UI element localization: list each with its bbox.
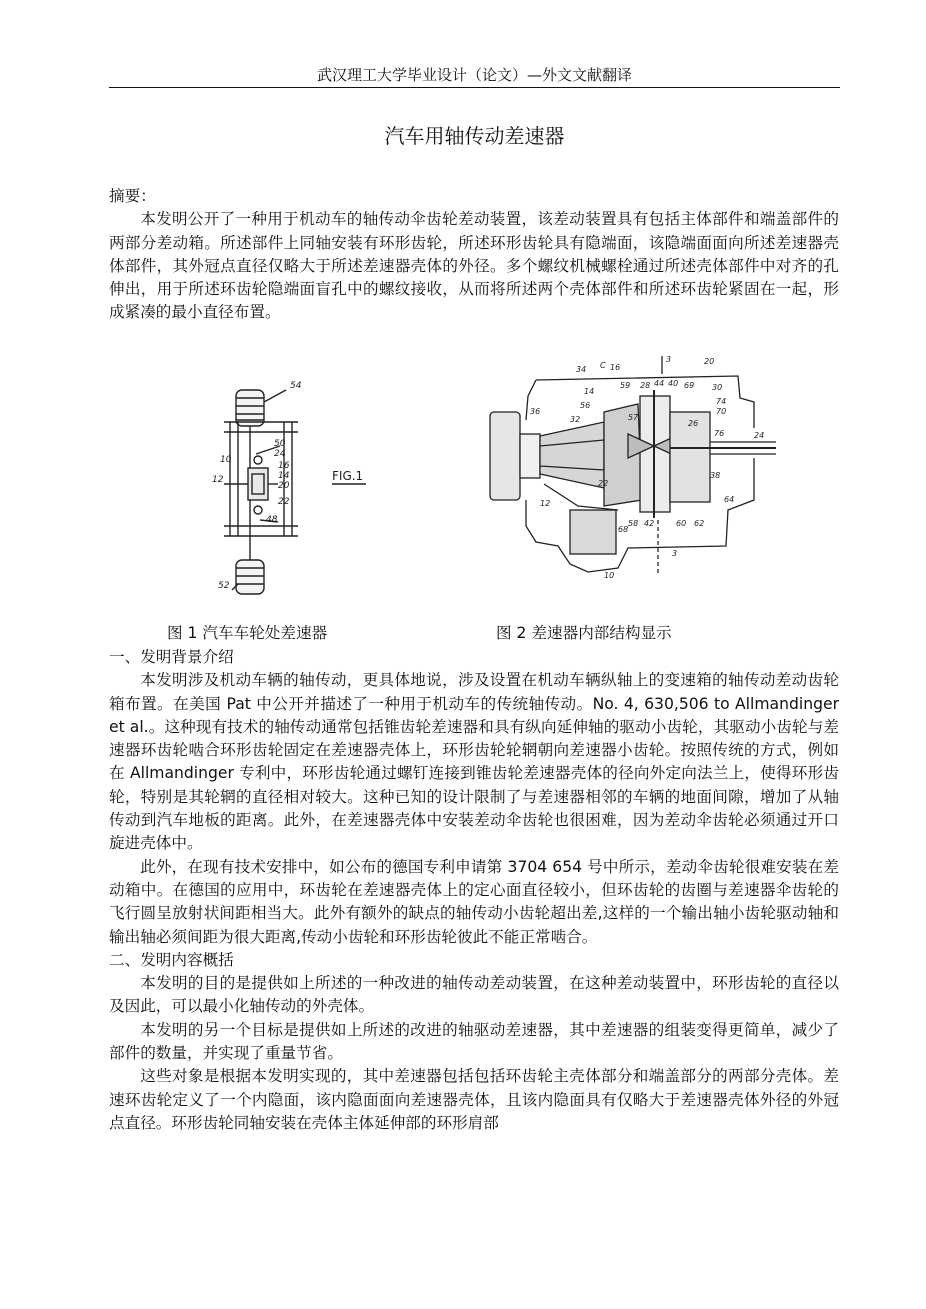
abstract-label: 摘要： [109, 187, 156, 205]
figure-1-vehicle-drawing [198, 372, 388, 598]
fig2-num: 26 [688, 419, 699, 428]
fig2-num: 3 [672, 549, 678, 558]
fig1-num: 24 [274, 449, 286, 459]
fig1-num: 12 [212, 475, 224, 485]
fig2-num: 40 [668, 379, 679, 388]
fig2-num: 74 [716, 397, 727, 406]
fig2-num: 42 [644, 519, 655, 528]
fig2-num: 10 [604, 571, 615, 580]
fig2-num: 57 [628, 413, 639, 422]
fig2-num: 16 [610, 363, 621, 372]
fig1-num: 54 [290, 381, 302, 391]
fig2-num: 44 [654, 379, 665, 388]
fig2-num: 20 [704, 357, 715, 366]
fig2-num: 62 [694, 519, 705, 528]
fig1-num: 14 [278, 471, 290, 481]
fig1-num: 52 [218, 581, 230, 591]
fig2-num: 76 [714, 429, 725, 438]
fig2-num: 32 [570, 415, 581, 424]
figure-1-caption: 图 1 汽车车轮处差速器 [167, 624, 328, 642]
fig2-num: 22 [598, 479, 609, 488]
fig2-num: 3 [666, 355, 672, 364]
fig1-num: 16 [278, 461, 290, 471]
fig2-num: C [600, 361, 606, 370]
fig2-num: 38 [710, 471, 721, 480]
fig2-num: 59 [620, 381, 631, 390]
header-rule [109, 87, 840, 88]
fig1-num: 48 [266, 515, 278, 525]
document-title: 汽车用轴传动差速器 [384, 124, 565, 148]
main-body [109, 646, 839, 1135]
paragraph: 本发明的目的是提供如上所述的一种改进的轴传动差动装置，在这种差动装置中，环形齿轮的直径以及因此，可以最小化轴传动的外壳体。 [109, 974, 839, 1016]
paragraph: 本发明涉及机动车辆的轴传动，更具体地说，涉及设置在机动车辆纵轴上的变速箱的轴传动差动齿轮箱布置。在美国 Pat 中公开并描述了一种用于机动车的传统轴传动。No. 4, 630,506 to Allmandinger et al.。这种现有技术的轴传动通常包括锥齿轮差速器和具有纵向延伸轴的驱动小齿轮，其驱动小齿轮与差速器环齿轮啮合环形齿轮固定在差速器壳体上，环形齿轮轮辋朝向差速器小齿轮。按照传统的方式，例如在 Allmandinger 专利中，环形齿轮通过螺钉连接到锥齿轮差速器壳体的径向外定向法兰上，使得环形齿轮，特别是其轮辋的直径相对较大。这种已知的设计限制了与差速器相邻的车辆的地面间隙，增加了从轴传动到汽车地板的距离。此外，在差速器壳体中安装差动伞齿轮也很困难，因为差动伞齿轮必须通过开口旋进壳体中。 [109, 671, 839, 853]
running-header: 武汉理工大学毕业设计（论文）—外文文献翻译 [316, 66, 632, 84]
fig1-num: 20 [278, 481, 290, 491]
fig1-num: 22 [278, 497, 290, 507]
fig2-num: 69 [684, 381, 695, 390]
fig2-num: 36 [530, 407, 541, 416]
figure-2-differential-section [478, 350, 776, 582]
paragraph: 这些对象是根据本发明实现的，其中差速器包括包括环齿轮主壳体部分和端盖部分的两部分壳体。差速环齿轮定义了一个内隐面，该内隐面面向差速器壳体，且该内隐面具有仅略大于差速器壳体外径的外冠点直径。环形齿轮同轴安装在壳体主体延伸部的环形肩部 [109, 1067, 839, 1132]
abstract-text: 本发明公开了一种用于机动车的轴传动伞齿轮差动装置，该差动装置具有包括主体部件和端盖部件的两部分差动箱。所述部件上同轴安装有环形齿轮，所述环形齿轮具有隐端面，该隐端面面向所述差速器壳体部件，其外冠点直径仅略大于所述差速器壳体的外径。多个螺纹机械螺栓通过所述壳体部件中对齐的孔伸出，用于所述环齿轮隐端面盲孔中的螺纹接收，从而将所述两个壳体部件和所述环齿轮紧固在一起，形成紧凑的最小直径布置。 [109, 210, 839, 322]
fig2-num: 70 [716, 407, 727, 416]
paragraph: 本发明的另一个目标是提供如上所述的改进的轴驱动差速器，其中差速器的组装变得更简单，减少了部件的数量，并实现了重量节省。 [109, 1020, 839, 1063]
fig1-num: 50 [274, 439, 286, 449]
fig2-num: 14 [584, 387, 595, 396]
fig2-num: 64 [724, 495, 735, 504]
fig2-num: 68 [618, 525, 629, 534]
fig2-num: 12 [540, 499, 551, 508]
fig2-num: 56 [580, 401, 591, 410]
fig1-num: 10 [220, 455, 232, 465]
fig2-num: 30 [712, 383, 723, 392]
figure-2-caption: 图 2 差速器内部结构显示 [496, 624, 672, 642]
fig2-num: 60 [676, 519, 687, 528]
fig2-num: 24 [754, 431, 765, 440]
fig2-num: 28 [640, 381, 651, 390]
section-heading: 一、发明背景介绍 [109, 648, 234, 666]
fig2-num: 58 [628, 519, 639, 528]
section-heading: 二、发明内容概括 [109, 950, 234, 969]
paragraph: 此外，在现有技术安排中，如公布的德国专利申请第 3704 654 号中所示，差动伞齿轮很难安装在差动箱中。在德国的应用中，环齿轮在差速器壳体上的定心面直径较小，但环齿轮的齿圈与差速器伞齿轮的飞行圆呈放射状间距相当大。此外有额外的缺点的轴传动小齿轮超出差,这样的一个输出轴小齿轮驱动轴和输出轴必须间距为很大距离,传动小齿轮和环形齿轮彼此不能正常啮合。 [109, 857, 839, 946]
abstract-block [109, 185, 839, 325]
fig1-label: FIG.1 [332, 469, 364, 483]
fig2-num: 34 [576, 365, 587, 374]
